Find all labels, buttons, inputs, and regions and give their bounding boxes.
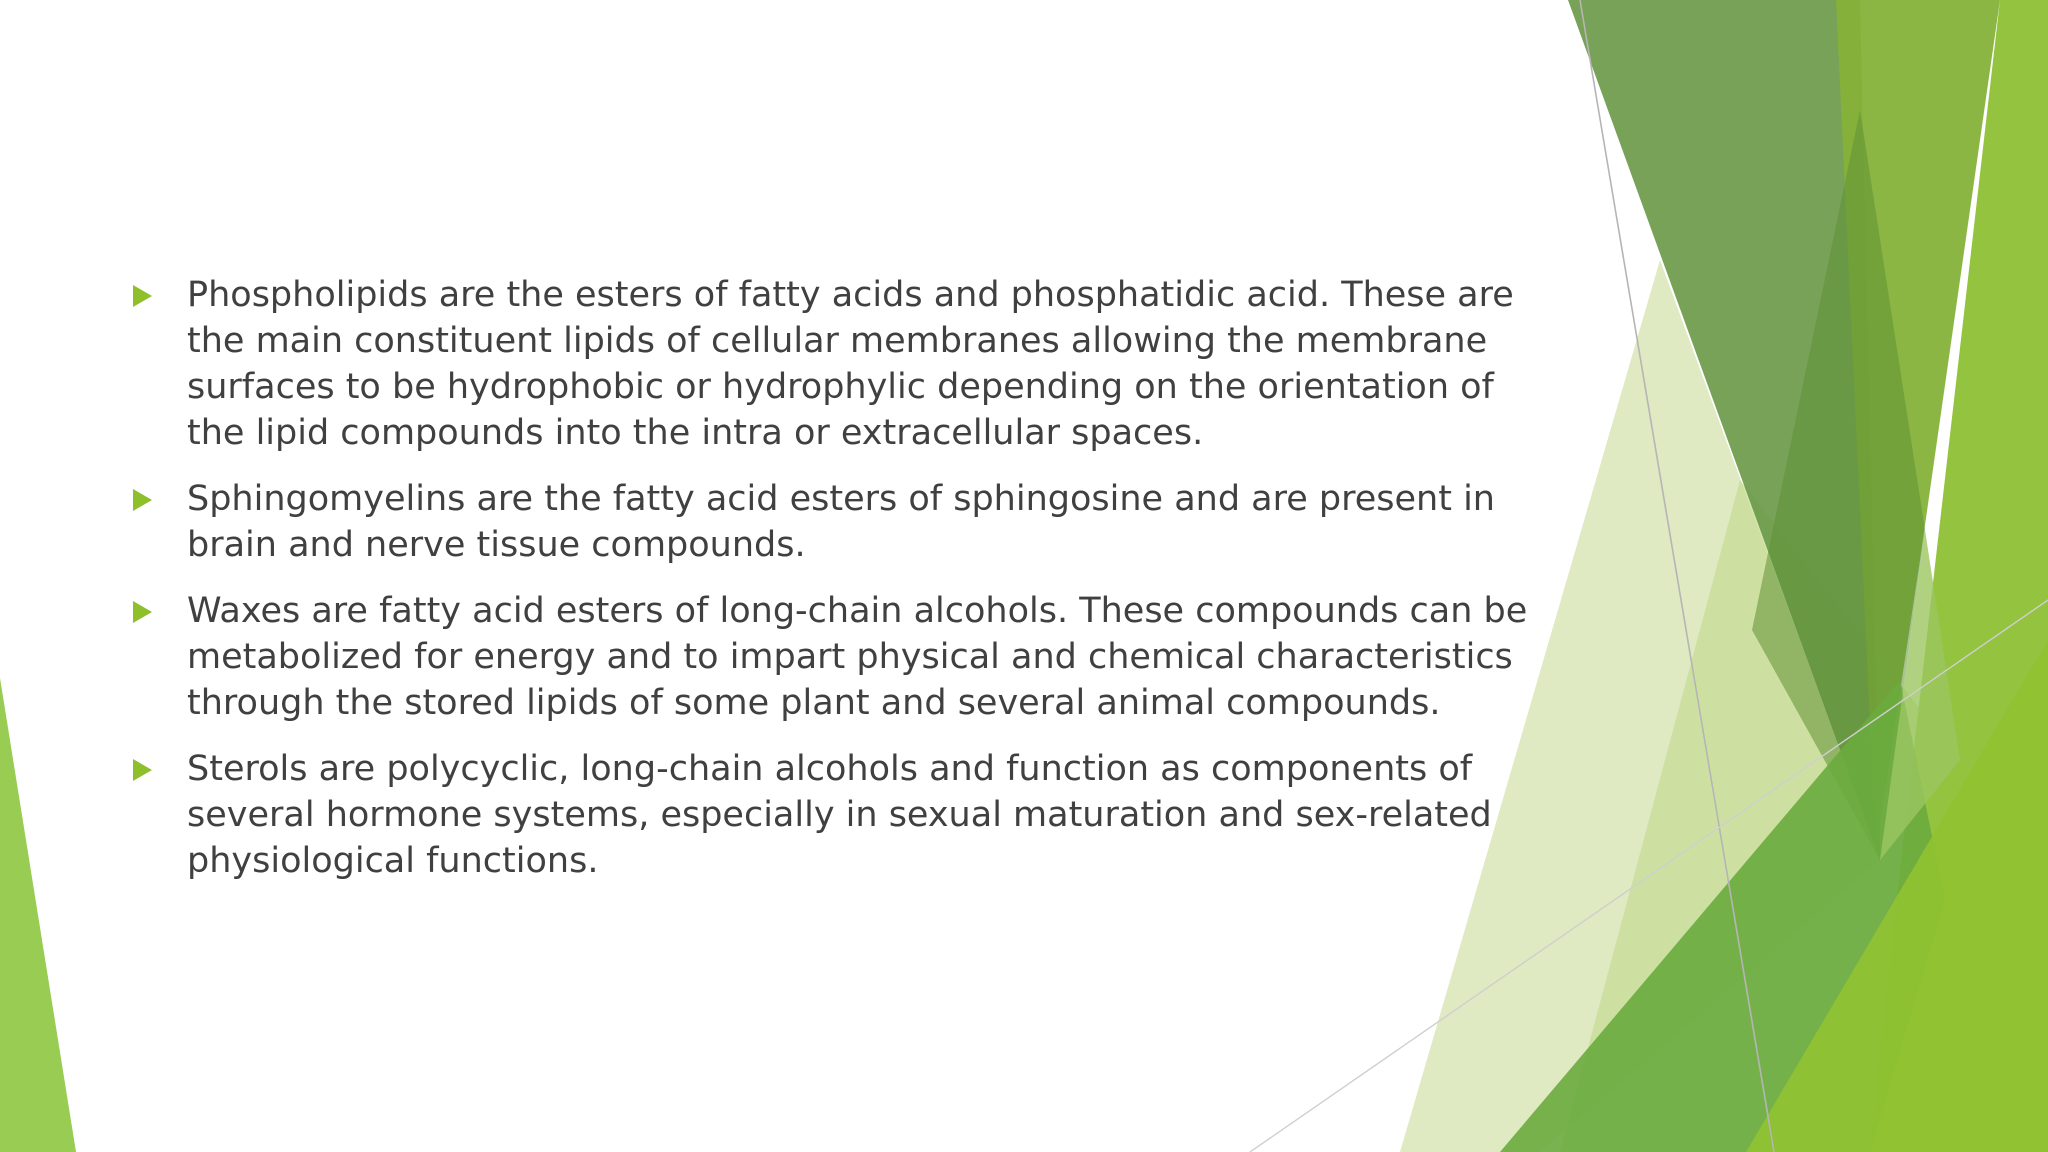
bullet-text: Sterols are polycyclic, long-chain alcohols and function as components of several hormone systems, especially in sexual maturation and sex-related physiological functions. — [187, 749, 1492, 881]
triangle-bullet-icon — [133, 759, 152, 781]
bullet-waxes — [128, 588, 1548, 726]
triangle-bullet-icon — [133, 601, 152, 623]
bullet-sterols — [128, 746, 1548, 884]
triangle-bullet-icon — [133, 489, 152, 511]
bullet-text: Waxes are fatty acid esters of long-chain alcohols. These compounds can be metabolized for energy and to impart physical and chemical characteristics through the stored lipids of some plant and several animal compounds. — [187, 591, 1528, 723]
bullet-phospholipids — [128, 272, 1548, 456]
bullet-text: Phospholipids are the esters of fatty acids and phosphatidic acid. These are the main constituent lipids of cellular membranes allowing the membrane surfaces to be hydrophobic or hydrophylic depending on the orientation of the lipid compounds into the intra or extracellular spaces. — [187, 275, 1514, 453]
slide-content — [128, 272, 1548, 904]
triangle-bullet-icon — [133, 285, 152, 307]
left-accent-shape — [0, 678, 76, 1152]
bullet-text: Sphingomyelins are the fatty acid esters of sphingosine and are present in brain and nerve tissue compounds. — [187, 479, 1495, 565]
bullet-list — [128, 272, 1548, 884]
bullet-sphingomyelins — [128, 476, 1548, 568]
